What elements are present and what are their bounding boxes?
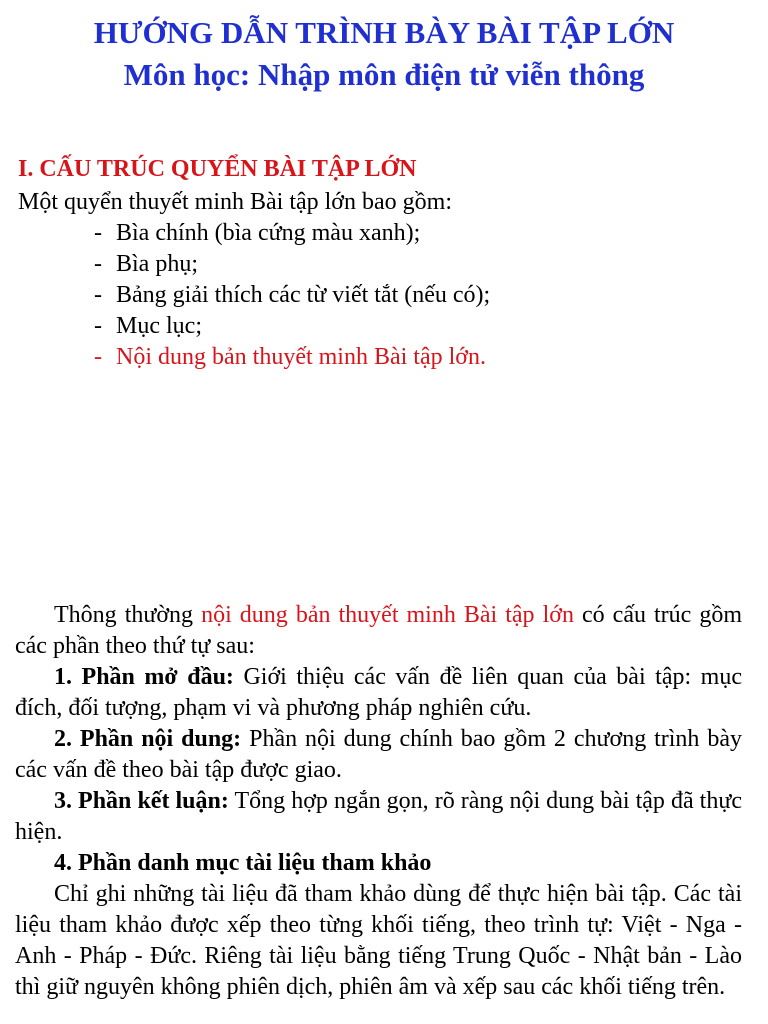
part1-paragraph (15, 662, 742, 724)
document-title: HƯỚNG DẪN TRÌNH BÀY BÀI TẬP LỚN (93, 15, 675, 50)
part4-label: 4. Phần danh mục tài liệu tham khảo (54, 850, 432, 876)
list-item (94, 249, 490, 280)
bullet-dash: - (94, 313, 102, 339)
list-item-text: Mục lục; (116, 313, 202, 339)
part3-paragraph (15, 786, 742, 848)
section-heading: I. CẤU TRÚC QUYỂN BÀI TẬP LỚN (18, 156, 417, 182)
bullet-dash: - (94, 282, 102, 308)
document-subtitle: Môn học: Nhập môn điện tử viễn thông (123, 57, 645, 92)
intro-suffix: có cấu trúc gồm các phần theo thứ tự sau: (15, 602, 743, 659)
bullet-dash: - (94, 344, 102, 370)
list-item (94, 218, 490, 249)
component-list (94, 218, 490, 373)
list-item-text: Bìa phụ; (116, 251, 198, 277)
list-item (94, 311, 490, 342)
section-intro: Một quyển thuyết minh Bài tập lớn bao gồm: (18, 189, 452, 215)
part2-text: Phần nội dung chính bao gồm 2 chương trình bày các vấn đề theo bài tập được giao. (15, 726, 743, 783)
list-item-text: Bảng giải thích các từ viết tắt (nếu có); (116, 282, 491, 308)
intro-prefix: Thông thường (54, 602, 202, 628)
list-item-text: Bìa chính (bìa cứng màu xanh); (116, 220, 421, 246)
part1-text: Giới thiệu các vấn đề liên quan của bài tập: mục đích, đối tượng, phạm vi và phương pháp nghiên cứu. (15, 664, 743, 721)
list-item-text: Nội dung bản thuyết minh Bài tập lớn. (116, 344, 486, 370)
list-item (94, 280, 490, 311)
part2-paragraph (15, 724, 742, 786)
bullet-dash: - (94, 220, 102, 246)
part1-label: 1. Phần mở đầu: (54, 664, 234, 690)
structure-body (15, 600, 742, 1003)
part2-label: 2. Phần nội dung: (54, 726, 242, 752)
list-item-highlighted (94, 342, 490, 373)
part4-heading (15, 848, 742, 879)
part4-paragraph: Chỉ ghi những tài liệu đã tham khảo dùng để thực hiện bài tập. Các tài liệu tham khảo được xếp theo từng khối tiếng, theo trình tự: Việt - Nga - Anh - Pháp - Đức. Riêng tài liệu bằng tiếng Trung Quốc - Nhật bản - Lào thì giữ nguyên không phiên dịch, phiên âm và xếp sau các khối tiếng trên. (15, 881, 742, 1000)
bullet-dash: - (94, 251, 102, 277)
intro-highlight: nội dung bản thuyết minh Bài tập lớn (201, 602, 574, 628)
part3-text: Tổng hợp ngắn gọn, rõ ràng nội dung bài tập đã thực hiện. (15, 788, 743, 845)
part3-label: 3. Phần kết luận: (54, 788, 229, 814)
structure-intro-paragraph (15, 600, 742, 662)
